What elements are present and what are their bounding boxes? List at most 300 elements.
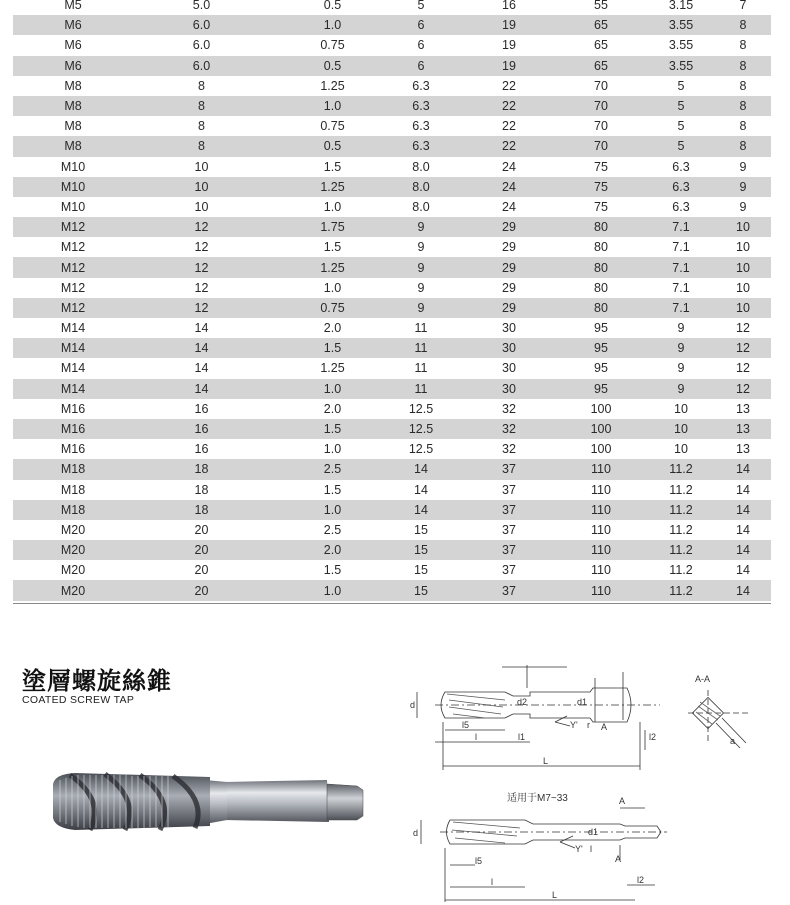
- table-cell: 12.5: [408, 401, 434, 416]
- table-cell: 22: [502, 99, 516, 114]
- table-cell: 6.0: [192, 38, 211, 53]
- table-cell: M20: [60, 583, 86, 598]
- table-cell: 12: [194, 280, 209, 295]
- table-cell: 6.3: [672, 199, 690, 214]
- table-cell: 37: [502, 482, 516, 497]
- table-cell: 5: [677, 139, 685, 154]
- table-cell: 14: [414, 462, 428, 477]
- table-cell: 16: [194, 442, 209, 457]
- table-cell: 6: [417, 58, 425, 73]
- table-cell: 20: [194, 543, 209, 558]
- table-cell: M6: [64, 58, 82, 73]
- table-row: [13, 116, 771, 136]
- table-cell: 2.0: [323, 321, 342, 336]
- table-row: [13, 76, 771, 96]
- table-cell: 30: [502, 341, 516, 356]
- table-cell: 1.75: [320, 220, 345, 235]
- section-marker-a-bottom: A: [615, 854, 622, 864]
- table-cell: 12: [736, 341, 750, 356]
- table-cell: 2.0: [323, 401, 342, 416]
- section-aa-view: [680, 668, 765, 763]
- table-cell: 10: [674, 422, 688, 437]
- table-row: [13, 257, 771, 277]
- table-cell: 9: [417, 300, 425, 315]
- table-row: [13, 580, 771, 600]
- table-cell: 30: [502, 361, 516, 376]
- table-cell: M12: [60, 220, 86, 235]
- table-cell: 12: [194, 260, 209, 275]
- table-cell: 10: [736, 220, 750, 235]
- table-cell: 15: [414, 563, 428, 578]
- table-cell: 55: [594, 0, 608, 13]
- table-row: [13, 399, 771, 419]
- table-cell: 37: [502, 563, 516, 578]
- table-row: [13, 177, 771, 197]
- table-cell: 14: [736, 482, 750, 497]
- table-cell: M14: [60, 361, 86, 376]
- table-cell: 75: [594, 199, 608, 214]
- table-cell: 1.25: [320, 179, 345, 194]
- table-cell: 80: [594, 240, 608, 255]
- table-row: [13, 197, 771, 217]
- table-cell: 14: [736, 462, 750, 477]
- table-cell: 11.2: [669, 462, 693, 477]
- table-row: [13, 439, 771, 459]
- table-cell: 11.2: [669, 502, 693, 517]
- table-cell: 3.55: [668, 18, 694, 33]
- table-cell: M14: [60, 321, 86, 336]
- table-cell: 8: [739, 119, 747, 134]
- table-cell: 32: [502, 442, 516, 457]
- table-row: [13, 338, 771, 358]
- table-cell: 22: [502, 119, 516, 134]
- table-cell: 12: [194, 220, 209, 235]
- table-cell: 15: [414, 543, 428, 558]
- table-cell: M12: [60, 300, 86, 315]
- table-cell: 7.1: [672, 300, 690, 315]
- table-cell: 1.5: [323, 563, 342, 578]
- table-cell: 110: [591, 502, 611, 517]
- table-cell: 0.5: [323, 0, 342, 13]
- section-title: A-A: [695, 674, 711, 684]
- table-cell: 95: [594, 341, 608, 356]
- spec-table: [13, 0, 771, 601]
- table-cell: 20: [194, 522, 209, 537]
- tap-drawing-top: [405, 660, 670, 780]
- dim-r: l: [590, 844, 592, 854]
- table-cell: 65: [594, 18, 608, 33]
- table-cell: M10: [60, 159, 86, 174]
- table-row: [13, 480, 771, 500]
- table-cell: 18: [194, 482, 209, 497]
- dim-l5: l5: [475, 856, 483, 866]
- table-cell: 0.75: [320, 38, 345, 53]
- table-cell: 1.25: [320, 361, 345, 376]
- table-cell: 14: [194, 341, 209, 356]
- table-cell: M5: [64, 0, 82, 13]
- table-cell: 1.0: [323, 583, 342, 598]
- table-cell: 8: [739, 78, 747, 93]
- table-cell: 6: [417, 38, 425, 53]
- table-cell: 8: [739, 18, 747, 33]
- table-cell: 10: [194, 199, 209, 214]
- table-cell: 1.0: [323, 381, 342, 396]
- table-row: [13, 318, 771, 338]
- table-cell: M6: [64, 18, 82, 33]
- table-cell: 1.0: [323, 18, 342, 33]
- dim-l: l: [475, 732, 477, 742]
- table-row: [13, 237, 771, 257]
- table-row: [13, 459, 771, 479]
- dim-d2: d2: [517, 697, 528, 707]
- dim-l1: l1: [518, 732, 526, 742]
- table-cell: 110: [591, 522, 611, 537]
- table-row: [13, 35, 771, 55]
- tap-square-end: [327, 784, 363, 820]
- table-cell: 24: [502, 159, 516, 174]
- table-cell: 95: [594, 381, 608, 396]
- table-cell: 12: [736, 321, 750, 336]
- table-cell: 11.2: [669, 522, 693, 537]
- table-cell: 10: [194, 159, 209, 174]
- dim-L: L: [552, 890, 558, 900]
- table-row: [13, 217, 771, 237]
- table-cell: 10: [736, 260, 750, 275]
- table-cell: 29: [502, 240, 516, 255]
- table-cell: 18: [194, 462, 209, 477]
- table-cell: 37: [502, 543, 516, 558]
- table-cell: M12: [60, 240, 86, 255]
- table-cell: 12.5: [408, 422, 434, 437]
- table-cell: 14: [194, 361, 209, 376]
- table-cell: 16: [194, 422, 209, 437]
- section-marker-a-top: A: [619, 796, 626, 806]
- table-cell: 14: [736, 543, 750, 558]
- dim-l5: l5: [462, 720, 470, 730]
- table-cell: 10: [736, 280, 750, 295]
- section-marker-a: A: [601, 722, 608, 732]
- table-cell: 3.55: [668, 38, 694, 53]
- table-cell: M8: [64, 78, 82, 93]
- table-cell: 1.5: [323, 159, 342, 174]
- table-cell: 8: [739, 99, 747, 114]
- table-cell: 1.0: [323, 280, 342, 295]
- table-cell: 8: [198, 99, 205, 114]
- table-cell: 2.5: [323, 522, 342, 537]
- table-cell: 20: [194, 563, 209, 578]
- table-cell: 32: [502, 401, 516, 416]
- table-row: [13, 157, 771, 177]
- table-cell: 7: [739, 0, 747, 13]
- table-cell: 22: [502, 139, 516, 154]
- table-row: [13, 379, 771, 399]
- tap-drawing-bottom: [405, 790, 670, 905]
- table-cell: 11.2: [669, 543, 693, 558]
- table-cell: 7.1: [672, 260, 690, 275]
- section-dim-a: a: [730, 736, 736, 746]
- dim-l2: l2: [649, 732, 657, 742]
- table-cell: 1.0: [323, 502, 342, 517]
- table-cell: 9: [739, 199, 747, 214]
- table-cell: 1.5: [323, 422, 342, 437]
- dim-L: L: [543, 756, 549, 766]
- table-cell: 70: [594, 78, 608, 93]
- table-cell: 14: [736, 502, 750, 517]
- table-cell: M20: [60, 522, 86, 537]
- table-cell: 5: [677, 119, 685, 134]
- table-cell: 14: [194, 381, 209, 396]
- table-cell: 13: [736, 442, 750, 457]
- applicability-note: 适用于M7~33: [507, 793, 568, 804]
- dim-l2: l2: [637, 875, 645, 885]
- table-cell: 6.3: [412, 78, 430, 93]
- table-cell: 95: [594, 321, 608, 336]
- table-cell: 8: [198, 139, 205, 154]
- table-cell: 9: [677, 321, 685, 336]
- table-row: [13, 520, 771, 540]
- table-cell: 11.2: [669, 583, 693, 598]
- table-cell: 100: [590, 422, 612, 437]
- table-cell: 75: [594, 159, 608, 174]
- table-cell: 10: [736, 300, 750, 315]
- table-cell: 12: [736, 381, 750, 396]
- table-cell: 15: [414, 583, 428, 598]
- table-cell: 6.3: [412, 139, 430, 154]
- table-cell: 1.5: [323, 240, 342, 255]
- table-cell: M12: [60, 260, 86, 275]
- table-cell: 5: [677, 78, 685, 93]
- table-row: [13, 298, 771, 318]
- table-cell: 11: [414, 361, 428, 376]
- table-cell: 110: [591, 543, 611, 558]
- table-cell: M18: [60, 482, 86, 497]
- table-cell: 11.2: [669, 482, 693, 497]
- table-cell: 22: [502, 78, 516, 93]
- table-cell: 110: [591, 462, 611, 477]
- screw-tap-photo: [45, 760, 370, 835]
- table-cell: 1.5: [323, 341, 342, 356]
- table-cell: 12: [194, 300, 209, 315]
- table-bottom-rule: [13, 603, 771, 604]
- table-cell: 16: [502, 0, 516, 13]
- table-cell: M20: [60, 543, 86, 558]
- table-cell: 7.1: [672, 240, 690, 255]
- table-cell: 9: [739, 179, 747, 194]
- table-cell: 14: [736, 583, 750, 598]
- table-cell: 100: [590, 401, 612, 416]
- table-cell: 9: [677, 361, 685, 376]
- table-cell: 3.55: [668, 58, 694, 73]
- table-cell: M6: [64, 38, 82, 53]
- table-cell: 10: [674, 442, 688, 457]
- table-cell: 6.0: [192, 18, 211, 33]
- table-cell: 29: [502, 260, 516, 275]
- angle-gamma: Y': [570, 720, 578, 730]
- table-cell: 1.0: [323, 199, 342, 214]
- table-cell: 2.5: [323, 462, 342, 477]
- table-cell: 15: [414, 522, 428, 537]
- table-cell: 6.3: [672, 159, 690, 174]
- table-row: [13, 0, 771, 15]
- table-cell: M16: [60, 442, 86, 457]
- table-cell: 8: [739, 139, 747, 154]
- table-cell: 9: [677, 381, 685, 396]
- table-cell: 100: [590, 442, 612, 457]
- table-cell: 8.0: [412, 159, 430, 174]
- dim-d: d: [413, 828, 419, 838]
- table-cell: 37: [502, 522, 516, 537]
- table-cell: 7.1: [672, 220, 690, 235]
- table-cell: 16: [194, 401, 209, 416]
- table-cell: 9: [677, 341, 685, 356]
- dim-d1: d1: [588, 827, 599, 837]
- table-cell: M16: [60, 422, 86, 437]
- table-cell: 30: [502, 321, 516, 336]
- table-cell: M20: [60, 563, 86, 578]
- dim-d: d: [410, 700, 416, 710]
- table-cell: 6.3: [672, 179, 690, 194]
- table-cell: 13: [736, 401, 750, 416]
- table-cell: 9: [417, 260, 425, 275]
- table-cell: 11: [414, 321, 428, 336]
- table-cell: 37: [502, 583, 516, 598]
- table-cell: 3.15: [668, 0, 694, 13]
- table-cell: 6.3: [412, 119, 430, 134]
- table-cell: 1.25: [320, 78, 345, 93]
- table-cell: 95: [594, 361, 608, 376]
- table-cell: 29: [502, 280, 516, 295]
- table-cell: 8: [739, 38, 747, 53]
- table-cell: 1.25: [320, 260, 345, 275]
- table-cell: 20: [194, 583, 209, 598]
- table-cell: M10: [60, 199, 86, 214]
- table-cell: 0.5: [323, 139, 342, 154]
- table-cell: 18: [194, 502, 209, 517]
- table-cell: 32: [502, 422, 516, 437]
- table-cell: 19: [502, 58, 516, 73]
- table-cell: 0.75: [320, 300, 345, 315]
- table-cell: 80: [594, 220, 608, 235]
- table-cell: 70: [594, 139, 608, 154]
- table-cell: 24: [502, 179, 516, 194]
- table-row: [13, 96, 771, 116]
- table-cell: 7.1: [672, 280, 690, 295]
- dim-l: l: [491, 877, 493, 887]
- table-cell: M14: [60, 341, 86, 356]
- table-cell: 1.0: [323, 442, 342, 457]
- table-cell: M8: [64, 99, 82, 114]
- dim-r: r: [587, 720, 590, 730]
- table-cell: 10: [194, 179, 209, 194]
- table-cell: 30: [502, 381, 516, 396]
- table-cell: 19: [502, 38, 516, 53]
- table-cell: 0.5: [323, 58, 342, 73]
- table-cell: 14: [414, 482, 428, 497]
- table-cell: 9: [739, 159, 747, 174]
- table-cell: 1.5: [323, 482, 342, 497]
- table-cell: 110: [591, 583, 611, 598]
- table-cell: 11: [414, 341, 428, 356]
- table-cell: 2.0: [323, 543, 342, 558]
- table-cell: 6.0: [192, 58, 211, 73]
- table-cell: 14: [414, 502, 428, 517]
- table-cell: 110: [591, 563, 611, 578]
- angle-gamma: Y': [575, 844, 583, 854]
- table-cell: 12: [194, 240, 209, 255]
- tap-shank: [225, 780, 329, 822]
- table-cell: 110: [591, 482, 611, 497]
- table-cell: M18: [60, 502, 86, 517]
- table-cell: 5: [417, 0, 425, 13]
- table-cell: 65: [594, 38, 608, 53]
- table-cell: 14: [736, 522, 750, 537]
- table-cell: 24: [502, 199, 516, 214]
- product-title-chinese: 塗層螺旋絲錐: [22, 667, 172, 695]
- table-cell: 14: [194, 321, 209, 336]
- table-cell: 8.0: [412, 199, 430, 214]
- table-cell: 65: [594, 58, 608, 73]
- table-cell: M18: [60, 462, 86, 477]
- table-row: [13, 15, 771, 35]
- table-cell: 5: [677, 99, 685, 114]
- table-row: [13, 540, 771, 560]
- table-row: [13, 500, 771, 520]
- dim-d1: d1: [577, 697, 588, 707]
- table-cell: 8.0: [412, 179, 430, 194]
- table-cell: 75: [594, 179, 608, 194]
- table-cell: 9: [417, 240, 425, 255]
- table-cell: 11: [414, 381, 428, 396]
- table-cell: 37: [502, 502, 516, 517]
- table-row: [13, 358, 771, 378]
- table-cell: 29: [502, 220, 516, 235]
- table-cell: M16: [60, 401, 86, 416]
- table-cell: 0.75: [320, 119, 345, 134]
- table-cell: 8: [198, 78, 205, 93]
- product-title-english: COATED SCREW TAP: [22, 694, 135, 706]
- table-cell: 80: [594, 280, 608, 295]
- table-row: [13, 278, 771, 298]
- table-cell: 9: [417, 220, 425, 235]
- table-row: [13, 136, 771, 156]
- table-cell: 80: [594, 300, 608, 315]
- table-cell: 19: [502, 18, 516, 33]
- table-cell: M8: [64, 119, 82, 134]
- table-row: [13, 419, 771, 439]
- table-cell: 12.5: [408, 442, 434, 457]
- table-cell: M14: [60, 381, 86, 396]
- table-cell: M10: [60, 179, 86, 194]
- table-cell: 9: [417, 280, 425, 295]
- table-cell: 8: [739, 58, 747, 73]
- table-cell: 10: [674, 401, 688, 416]
- table-cell: 11.2: [669, 563, 693, 578]
- table-row: [13, 560, 771, 580]
- table-cell: 12: [736, 361, 750, 376]
- table-cell: 37: [502, 462, 516, 477]
- table-cell: 8: [198, 119, 205, 134]
- table-cell: 1.0: [323, 99, 342, 114]
- table-cell: 6: [417, 18, 425, 33]
- table-cell: 70: [594, 99, 608, 114]
- table-row: [13, 56, 771, 76]
- table-cell: M8: [64, 139, 82, 154]
- table-cell: 29: [502, 300, 516, 315]
- table-cell: 13: [736, 422, 750, 437]
- table-cell: M12: [60, 280, 86, 295]
- table-cell: 5.0: [192, 0, 211, 13]
- table-cell: 6.3: [412, 99, 430, 114]
